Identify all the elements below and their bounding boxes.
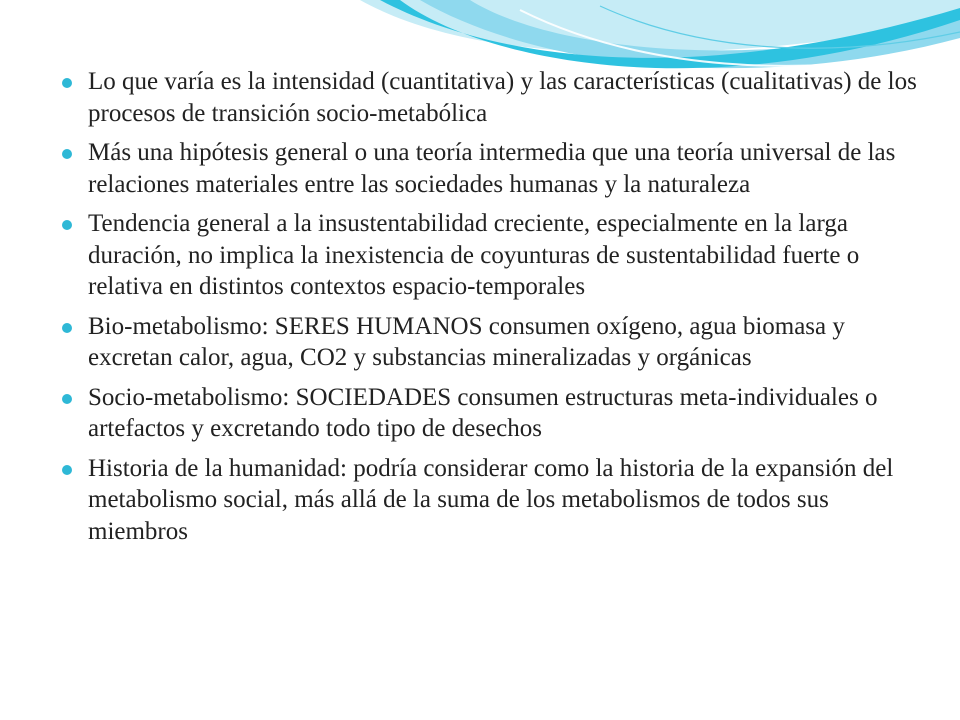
bullet-dot-icon	[62, 220, 72, 230]
bullet-text-1: Lo que varía es la intensidad (cuantitativa) y las características (cualitativas) de los procesos de transición socio-metabólica	[88, 68, 917, 127]
bullet-text-2: Más una hipótesis general o una teoría intermedia que una teoría universal de las relaciones materiales entre las sociedades humanas y la naturaleza	[88, 139, 896, 198]
bullet-item-1	[58, 66, 918, 129]
bullet-item-5	[58, 382, 918, 445]
bullet-list	[58, 66, 918, 555]
bullet-item-6	[58, 453, 918, 548]
bullet-item-3	[58, 208, 918, 303]
bullet-dot-icon	[62, 465, 72, 475]
bullet-dot-icon	[62, 394, 72, 404]
bullet-text-6: Historia de la humanidad: podría considerar como la historia de la expansión del metabolismo social, más allá de la suma de los metabolismos de todos sus miembros	[88, 454, 894, 545]
bullet-item-2	[58, 137, 918, 200]
bullet-text-3: Tendencia general a la insustentabilidad creciente, especialmente en la larga duración, no implica la inexistencia de coyunturas de sustentabilidad fuerte o relativa en distintos contextos espacio-temporales	[88, 210, 860, 300]
bullet-dot-icon	[62, 78, 72, 88]
bullet-text-4: Bio-metabolismo: SERES HUMANOS consumen oxígeno, agua biomasa y excretan calor, agua, CO2 y substancias mineralizadas y orgánicas	[88, 312, 845, 371]
bullet-dot-icon	[62, 323, 72, 333]
bullet-item-4	[58, 311, 918, 374]
bullet-text-5: Socio-metabolismo: SOCIEDADES consumen estructuras meta-individuales o artefactos y excretando todo tipo de desechos	[88, 383, 878, 442]
bullet-dot-icon	[62, 149, 72, 159]
